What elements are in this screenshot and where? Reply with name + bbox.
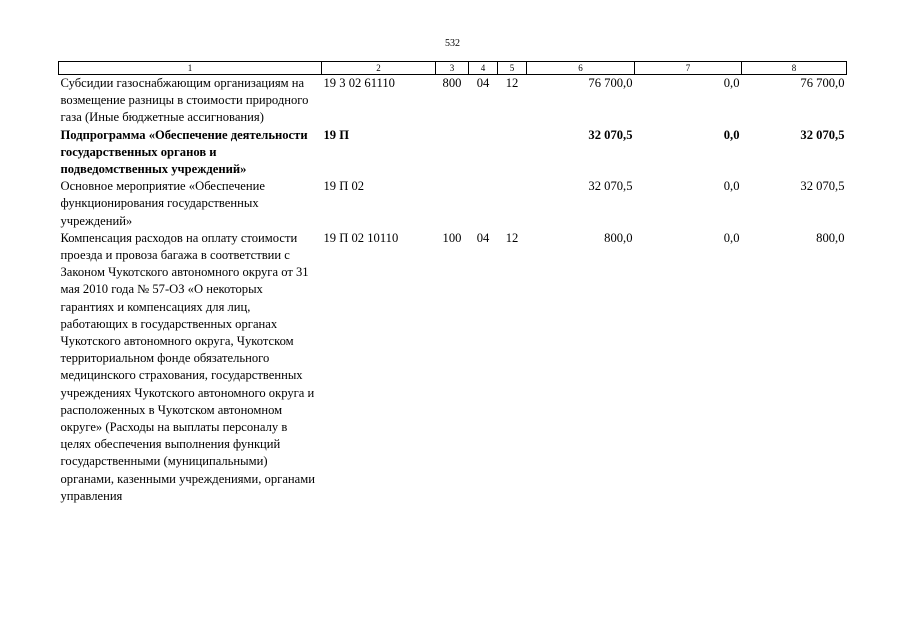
row-expense-type: 800 xyxy=(442,76,462,90)
row-value-8: 800,0 xyxy=(816,230,845,245)
row-value-7: 0,0 xyxy=(723,127,740,142)
page-number: 532 xyxy=(445,38,460,49)
budget-table xyxy=(58,61,847,505)
row-value-6: 800,0 xyxy=(604,230,633,245)
row-expense-type xyxy=(436,178,469,230)
row-name: Субсидии газоснабжающим организациям на возмещение разницы в стоимости природного газа (Иные бюджетные ассигнования) xyxy=(60,76,309,125)
column-header-7: 7 xyxy=(635,62,742,75)
row-subsection: 12 xyxy=(505,76,519,90)
column-header-6: 6 xyxy=(527,62,635,75)
column-header-3: 3 xyxy=(436,62,469,75)
row-subsection xyxy=(498,178,527,230)
row-value-8: 76 700,0 xyxy=(800,76,845,90)
row-value-6: 32 070,5 xyxy=(588,179,633,194)
table-row xyxy=(59,127,847,179)
row-target-code: 19 П xyxy=(323,127,350,142)
row-value-8: 32 070,5 xyxy=(800,179,845,194)
row-section xyxy=(469,178,498,230)
row-expense-type xyxy=(436,127,469,179)
column-header-5: 5 xyxy=(498,62,527,75)
row-value-7: 0,0 xyxy=(723,230,740,245)
column-header-2: 2 xyxy=(322,62,436,75)
row-name: Подпрограмма «Обеспечение деятельности государственных органов и подведомственных учреждений» xyxy=(60,127,308,177)
row-target-code: 19 П 02 xyxy=(323,179,365,194)
row-value-6: 32 070,5 xyxy=(588,127,633,142)
row-subsection: 12 xyxy=(505,230,519,245)
column-header-1: 1 xyxy=(59,62,322,75)
column-number-header-row xyxy=(59,62,847,75)
row-name: Компенсация расходов на оплату стоимости проезда и провоза багажа в соответствии с Законом Чукотского автономного округа от 31 мая 2010 года № 57-ОЗ «О некоторых гарантиях и компенсациях для лиц, работающих в государственных органах Чукотского автономного округа, Чукотском территориальном фонде обязательного медицинского страхования, государственных учреждениях Чукотского автономного округа и расположенных в Чукотском автономном округе» (Расходы на выплаты персоналу в целях обеспечения выполнения функций государственными (муниципальными) органами, казенными учреждениями, органами управления xyxy=(60,230,315,503)
row-target-code: 19 3 02 61110 xyxy=(323,76,395,90)
row-value-7: 0,0 xyxy=(723,76,740,90)
row-section xyxy=(469,127,498,179)
column-header-4: 4 xyxy=(469,62,498,75)
column-header-8: 8 xyxy=(742,62,847,75)
row-value-8: 32 070,5 xyxy=(800,127,845,142)
table-row xyxy=(59,75,847,127)
row-subsection xyxy=(498,127,527,179)
row-name: Основное мероприятие «Обеспечение функционирования государственных учреждений» xyxy=(60,179,265,228)
row-section: 04 xyxy=(476,230,490,245)
row-value-7: 0,0 xyxy=(723,179,740,194)
row-expense-type: 100 xyxy=(442,230,462,245)
row-value-6: 76 700,0 xyxy=(588,76,633,90)
row-target-code: 19 П 02 10110 xyxy=(323,230,399,245)
row-section: 04 xyxy=(476,76,490,90)
table-row xyxy=(59,178,847,230)
table-row xyxy=(59,230,847,505)
